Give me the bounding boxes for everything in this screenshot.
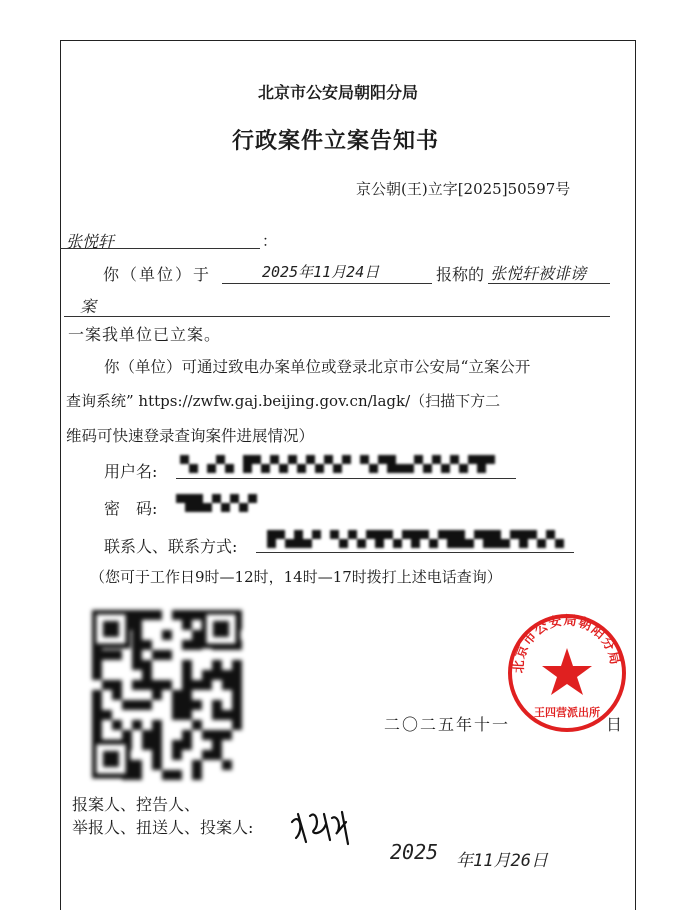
redaction-block <box>477 464 486 473</box>
redaction-block <box>221 494 230 503</box>
qr-module <box>152 760 162 770</box>
redaction-block <box>486 464 495 473</box>
qr-module <box>172 770 182 780</box>
qr-module <box>162 680 172 690</box>
redaction-block <box>495 464 504 473</box>
redaction-block <box>276 530 285 539</box>
redaction-block <box>306 455 315 464</box>
redaction-block <box>519 530 528 539</box>
redaction-block <box>510 539 519 548</box>
qr-module <box>92 700 102 710</box>
qr-module <box>152 650 162 660</box>
redaction-block <box>176 494 185 503</box>
redaction-block <box>203 494 212 503</box>
redaction-block <box>279 455 288 464</box>
redaction-block <box>366 539 375 548</box>
redaction-block <box>285 530 294 539</box>
redaction-block <box>225 464 234 473</box>
redaction-block <box>234 455 243 464</box>
redaction-block <box>369 455 378 464</box>
redaction-block <box>294 539 303 548</box>
qr-finder-center <box>103 621 119 637</box>
redaction-block <box>315 464 324 473</box>
qr-module <box>132 620 142 630</box>
redaction-block <box>212 494 221 503</box>
qr-module <box>202 750 212 760</box>
redaction-block <box>261 464 270 473</box>
redaction-block <box>297 464 306 473</box>
redaction-block <box>396 455 405 464</box>
qr-module <box>132 630 142 640</box>
qr-module <box>162 630 172 640</box>
redaction-block <box>248 503 257 512</box>
qr-module <box>192 700 202 710</box>
case-name-part2: 案 <box>80 297 97 316</box>
redaction-block <box>285 539 294 548</box>
redaction-block <box>483 530 492 539</box>
redaction-block <box>288 464 297 473</box>
redaction-block <box>438 530 447 539</box>
redaction-block <box>267 539 276 548</box>
redaction-block <box>194 503 203 512</box>
redaction-block <box>492 539 501 548</box>
qr-module <box>162 770 172 780</box>
qr-module <box>222 710 232 720</box>
qr-module <box>142 730 152 740</box>
svg-text:王四营派出所: 王四营派出所 <box>534 706 600 719</box>
redaction-block <box>501 539 510 548</box>
recipient-colon: ： <box>262 232 278 250</box>
document-title: 行政案件立案告知书 <box>232 128 440 154</box>
qr-module <box>172 610 182 620</box>
redaction-block <box>441 464 450 473</box>
redaction-block <box>194 494 203 503</box>
redaction-block <box>465 539 474 548</box>
redaction-block <box>369 464 378 473</box>
redaction-block <box>330 539 339 548</box>
redaction-block <box>221 503 230 512</box>
redaction-block <box>429 530 438 539</box>
redaction-block <box>243 455 252 464</box>
handwritten-signature <box>286 800 356 850</box>
qr-module <box>132 720 142 730</box>
qr-module <box>152 680 162 690</box>
redaction-block <box>258 530 267 539</box>
redaction-block <box>288 455 297 464</box>
qr-module <box>182 710 192 720</box>
qr-module <box>212 730 222 740</box>
qr-module <box>132 640 142 650</box>
line2-mid: 报称的 <box>436 265 485 284</box>
qr-module <box>192 770 202 780</box>
qr-module <box>112 680 122 690</box>
qr-module <box>222 730 232 740</box>
redaction-block <box>258 539 267 548</box>
report-date-underline <box>222 283 432 284</box>
qr-module <box>112 690 122 700</box>
redaction-block <box>348 539 357 548</box>
redaction-block <box>189 464 198 473</box>
parties-line-1: 报案人、控告人、 <box>72 795 201 814</box>
redaction-block <box>303 539 312 548</box>
qr-module <box>182 700 192 710</box>
qr-module <box>182 620 192 630</box>
qr-module <box>132 760 142 770</box>
sign-date-rest: 年11月26日 <box>456 851 548 871</box>
redaction-block <box>312 530 321 539</box>
redaction-block <box>321 530 330 539</box>
redaction-block <box>411 539 420 548</box>
redaction-block <box>459 455 468 464</box>
redaction-block <box>239 503 248 512</box>
redaction-block <box>492 530 501 539</box>
qr-module <box>152 750 162 760</box>
redaction-block <box>360 455 369 464</box>
qr-module <box>212 660 222 670</box>
redaction-block <box>432 464 441 473</box>
redaction-block <box>294 530 303 539</box>
qr-module <box>192 760 202 770</box>
redaction-block <box>459 464 468 473</box>
redaction-block <box>423 455 432 464</box>
qr-module <box>192 640 202 650</box>
qr-finder-center <box>103 751 119 767</box>
redaction-block <box>456 530 465 539</box>
qr-module <box>92 730 102 740</box>
redaction-block <box>185 494 194 503</box>
redaction-block <box>198 464 207 473</box>
redaction-block <box>207 455 216 464</box>
qr-module <box>222 670 232 680</box>
redaction-block <box>528 539 537 548</box>
redaction-block <box>447 530 456 539</box>
redaction-block <box>501 530 510 539</box>
redaction-block <box>414 464 423 473</box>
redaction-block <box>420 530 429 539</box>
issue-date-tail: 日 <box>606 715 623 734</box>
redaction-block <box>447 539 456 548</box>
redaction-block <box>537 539 546 548</box>
redaction-block <box>441 455 450 464</box>
agency-name: 北京市公安局朝阳分局 <box>258 83 419 102</box>
qr-module <box>142 680 152 690</box>
qr-module <box>132 770 142 780</box>
redaction-block <box>456 539 465 548</box>
redaction-block <box>270 464 279 473</box>
qr-module <box>102 710 112 720</box>
qr-finder-center <box>213 621 229 637</box>
redaction-block <box>180 464 189 473</box>
contact-label: 联系人、联系方式: <box>104 537 238 556</box>
redaction-block <box>267 530 276 539</box>
redaction-block <box>393 539 402 548</box>
redaction-block <box>393 530 402 539</box>
redaction-block <box>198 455 207 464</box>
redaction-block <box>306 464 315 473</box>
redaction-block <box>486 455 495 464</box>
qr-module <box>142 700 152 710</box>
qr-module <box>182 740 192 750</box>
redaction-block <box>339 539 348 548</box>
qr-module <box>212 740 222 750</box>
redaction-block <box>342 455 351 464</box>
qr-module <box>212 750 222 760</box>
contact-redacted <box>258 530 570 548</box>
redaction-block <box>324 464 333 473</box>
redaction-block <box>252 455 261 464</box>
redaction-block <box>230 503 239 512</box>
redaction-block <box>312 539 321 548</box>
redaction-block <box>405 455 414 464</box>
case-name-underline-2 <box>64 316 610 317</box>
qr-module <box>202 730 212 740</box>
qr-module <box>192 630 202 640</box>
redaction-block <box>270 455 279 464</box>
redaction-block <box>351 464 360 473</box>
qr-module <box>92 720 102 730</box>
redaction-block <box>468 455 477 464</box>
recipient-underline <box>60 248 260 249</box>
redaction-block <box>405 464 414 473</box>
instructions-line-3: 维码可快速登录查询案件进展情况） <box>66 427 315 445</box>
recipient-name: 张悦轩 <box>66 232 115 251</box>
qr-module <box>182 610 192 620</box>
redaction-block <box>375 530 384 539</box>
document-number: 京公朝(王)立字[2025]50597号 <box>356 180 571 198</box>
redaction-block <box>216 455 225 464</box>
redaction-block <box>315 455 324 464</box>
redaction-block <box>474 539 483 548</box>
redaction-block <box>176 503 185 512</box>
qr-module <box>132 610 142 620</box>
line2-prefix: 你（单位）于 <box>103 265 212 284</box>
redaction-block <box>339 530 348 539</box>
qr-module <box>222 680 232 690</box>
username-underline <box>176 478 516 479</box>
redaction-block <box>348 530 357 539</box>
qr-module <box>142 640 152 650</box>
qr-module <box>172 750 182 760</box>
qr-module <box>202 670 212 680</box>
redaction-block <box>230 494 239 503</box>
redaction-block <box>303 530 312 539</box>
qr-module <box>132 680 142 690</box>
redaction-block <box>432 455 441 464</box>
redaction-block <box>519 539 528 548</box>
redaction-block <box>276 539 285 548</box>
qr-module <box>182 690 192 700</box>
redaction-block <box>279 464 288 473</box>
qr-module <box>232 690 242 700</box>
redaction-block <box>396 464 405 473</box>
qr-module <box>142 660 152 670</box>
redaction-block <box>189 455 198 464</box>
redaction-block <box>297 455 306 464</box>
redaction-block <box>387 464 396 473</box>
qr-module <box>232 710 242 720</box>
redaction-block <box>528 530 537 539</box>
username-redacted <box>180 455 510 473</box>
redaction-block <box>420 539 429 548</box>
redaction-block <box>243 464 252 473</box>
username-label: 用户名: <box>104 462 158 481</box>
redaction-block <box>402 539 411 548</box>
redaction-block <box>546 530 555 539</box>
qr-module <box>122 700 132 710</box>
qr-module <box>232 720 242 730</box>
qr-module <box>92 650 102 660</box>
qr-module <box>192 680 202 690</box>
redaction-block <box>234 464 243 473</box>
redaction-block <box>330 530 339 539</box>
redaction-block <box>357 539 366 548</box>
redaction-block <box>465 530 474 539</box>
redaction-block <box>185 503 194 512</box>
svg-text:北京市公安局朝阳分局: 北京市公安局朝阳分局 <box>511 613 623 674</box>
qr-module <box>232 700 242 710</box>
redaction-block <box>411 530 420 539</box>
redaction-block <box>468 464 477 473</box>
redaction-block <box>342 464 351 473</box>
qr-module <box>152 730 162 740</box>
qr-module <box>142 610 152 620</box>
qr-module <box>92 710 102 720</box>
qr-module <box>92 660 102 670</box>
redaction-block <box>378 464 387 473</box>
case-name-underline-1 <box>488 283 610 284</box>
parties-line-2: 举报人、扭送人、投案人: <box>72 818 254 837</box>
issue-date: 二〇二五年十一 <box>384 715 511 734</box>
qr-module <box>102 680 112 690</box>
redaction-block <box>555 530 564 539</box>
qr-module <box>172 740 182 750</box>
instructions-line-2: 查询系统” https://zwfw.gaj.beijing.gov.cn/lagk/（扫描下方二 <box>66 392 501 410</box>
qr-module <box>132 700 142 710</box>
redaction-block <box>357 530 366 539</box>
qr-module <box>142 740 152 750</box>
qr-module <box>182 730 192 740</box>
redaction-block <box>495 455 504 464</box>
qr-module <box>92 690 102 700</box>
redaction-block <box>248 494 257 503</box>
qr-module <box>172 710 182 720</box>
redaction-block <box>546 539 555 548</box>
qr-module <box>152 610 162 620</box>
redaction-block <box>474 530 483 539</box>
sign-date-year: 2025 <box>390 840 439 864</box>
qr-module <box>182 670 192 680</box>
redaction-block <box>321 539 330 548</box>
redaction-block <box>450 455 459 464</box>
redaction-block <box>261 455 270 464</box>
qr-module <box>182 640 192 650</box>
qr-module <box>182 680 192 690</box>
redaction-block <box>483 539 492 548</box>
redaction-block <box>375 539 384 548</box>
qr-module <box>232 670 242 680</box>
redaction-block <box>429 539 438 548</box>
qr-module <box>192 720 202 730</box>
qr-module <box>132 650 142 660</box>
redaction-block <box>510 530 519 539</box>
redaction-block <box>239 494 248 503</box>
qr-module <box>162 650 172 660</box>
redaction-block <box>537 530 546 539</box>
password-label: 密 码: <box>104 499 158 518</box>
stamp-star-icon <box>542 648 592 695</box>
redaction-block <box>384 530 393 539</box>
qr-module <box>192 610 202 620</box>
redaction-block <box>225 455 234 464</box>
redaction-block <box>207 464 216 473</box>
redaction-block <box>414 455 423 464</box>
qr-module <box>182 660 192 670</box>
redaction-block <box>216 464 225 473</box>
redaction-block <box>477 455 486 464</box>
qr-module <box>112 650 122 660</box>
redaction-block <box>324 455 333 464</box>
password-redacted <box>176 494 260 512</box>
redaction-block <box>351 455 360 464</box>
redaction-block <box>203 503 212 512</box>
redaction-block <box>378 455 387 464</box>
qr-module <box>212 710 222 720</box>
qr-module <box>222 760 232 770</box>
redaction-block <box>423 464 432 473</box>
contact-underline <box>256 552 574 553</box>
qr-module <box>172 690 182 700</box>
report-date: 2025年11月24日 <box>262 263 380 281</box>
qr-module <box>232 660 242 670</box>
redaction-block <box>387 455 396 464</box>
qr-module <box>132 660 142 670</box>
redaction-block <box>333 455 342 464</box>
redaction-block <box>555 539 564 548</box>
qr-module <box>92 670 102 680</box>
redaction-block <box>366 530 375 539</box>
qr-module <box>212 700 222 710</box>
qr-module <box>172 700 182 710</box>
redaction-block <box>333 464 342 473</box>
redaction-block <box>252 464 261 473</box>
redaction-block <box>384 539 393 548</box>
redaction-block <box>180 455 189 464</box>
qr-module <box>112 720 122 730</box>
qr-module <box>152 740 162 750</box>
qr-module <box>142 670 152 680</box>
qr-module <box>232 680 242 690</box>
qr-module <box>202 680 212 690</box>
redaction-block <box>212 503 221 512</box>
qr-code-image <box>92 610 242 780</box>
hours-note: （您可于工作日9时—12时，14时—17时拨打上述电话查询） <box>90 568 502 586</box>
qr-module <box>152 690 162 700</box>
instructions-line-1: 你（单位）可通过致电办案单位或登录北京市公安局“立案公开 <box>104 358 531 376</box>
redaction-block <box>450 464 459 473</box>
redaction-block <box>360 464 369 473</box>
qr-module <box>102 650 112 660</box>
qr-module <box>122 730 132 740</box>
official-seal-stamp <box>506 612 628 734</box>
case-filed-statement: 一案我单位已立案。 <box>68 325 222 344</box>
redaction-block <box>402 530 411 539</box>
qr-module <box>152 720 162 730</box>
qr-module <box>212 670 222 680</box>
case-name-part1: 张悦轩被诽谤 <box>490 264 587 283</box>
redaction-block <box>438 539 447 548</box>
